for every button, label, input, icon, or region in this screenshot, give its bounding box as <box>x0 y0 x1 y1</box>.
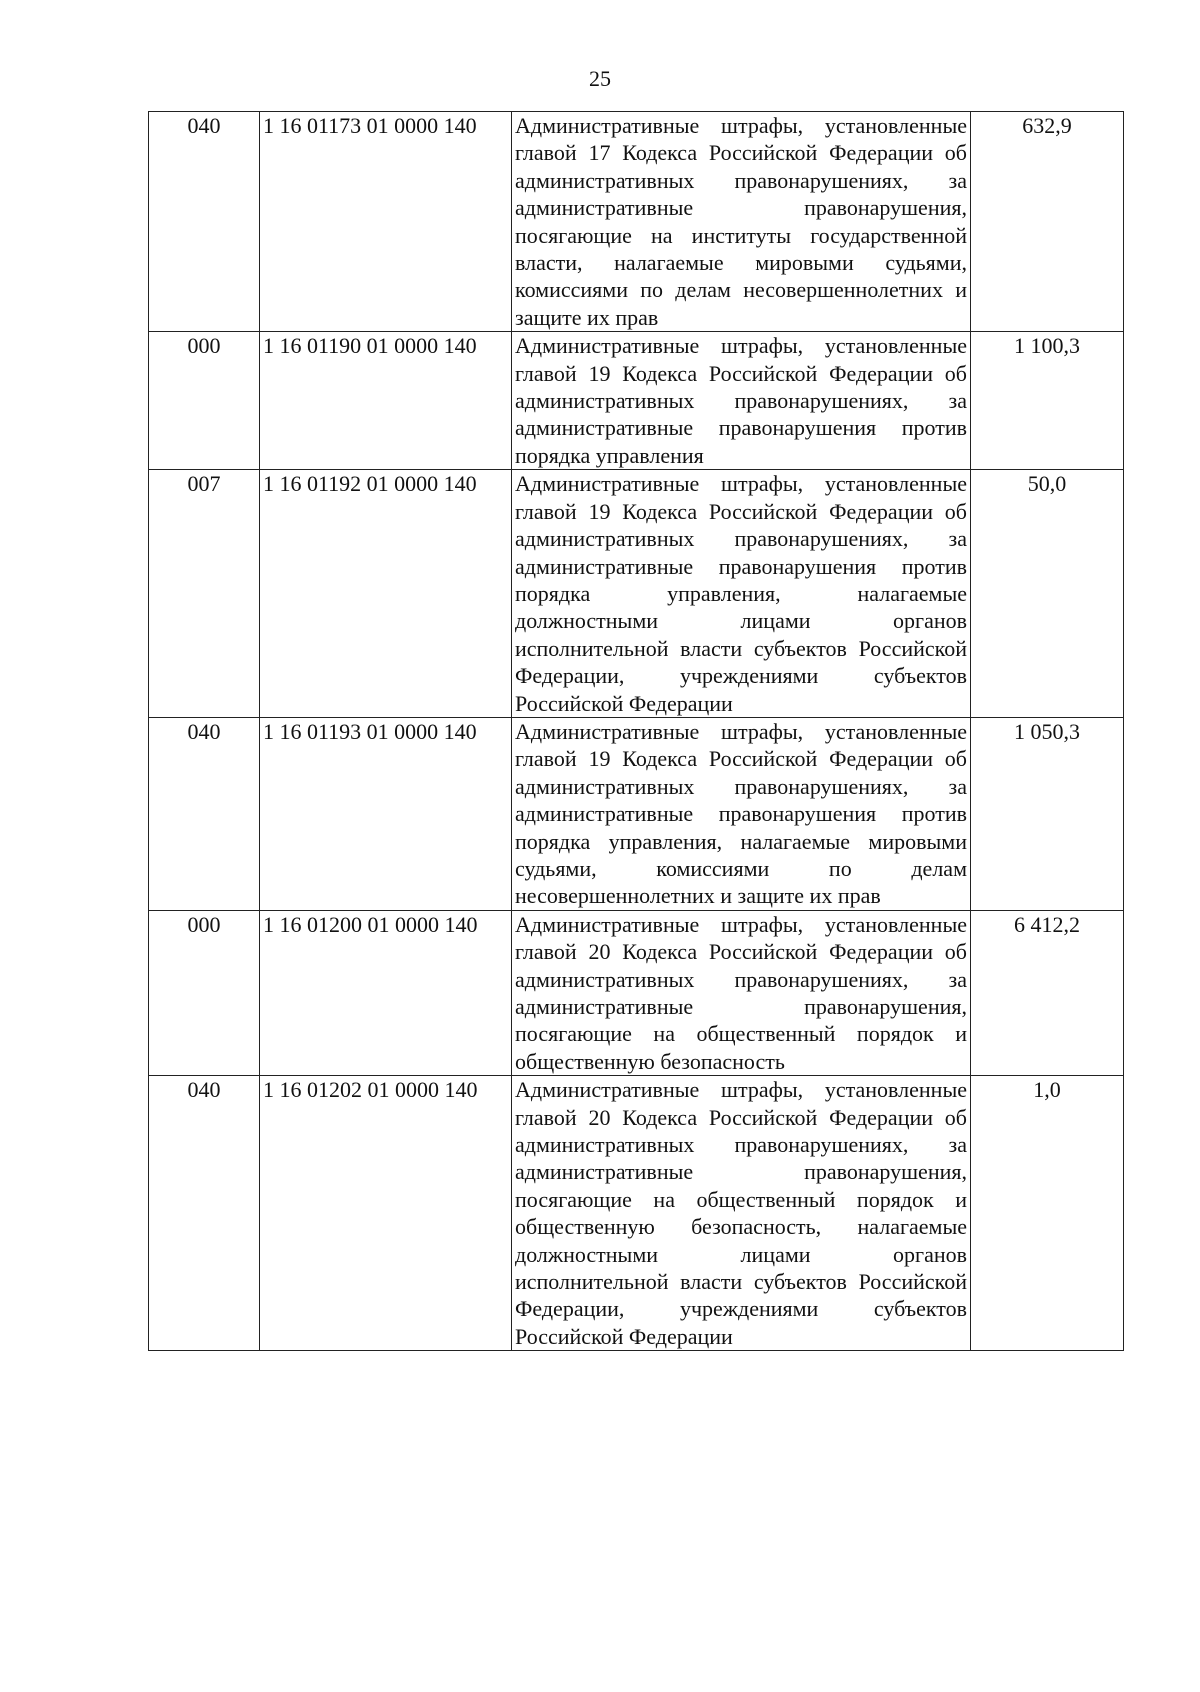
revenue-name-cell: Административные штрафы, установленные главой 19 Кодекса Российской Федерации об административных правонарушениях, за административные правонарушения против порядка управления <box>512 332 971 470</box>
admin-code-cell: 000 <box>149 910 260 1075</box>
kbk-code-cell: 1 16 01192 01 0000 140 <box>260 470 512 718</box>
page-number: 25 <box>589 66 611 91</box>
amount-cell: 1 050,3 <box>971 717 1124 910</box>
table-row <box>149 910 1124 1075</box>
table-row <box>149 112 1124 332</box>
kbk-code-cell: 1 16 01202 01 0000 140 <box>260 1076 512 1351</box>
admin-code-cell: 007 <box>149 470 260 718</box>
kbk-code-cell: 1 16 01200 01 0000 140 <box>260 910 512 1075</box>
kbk-code-cell: 1 16 01190 01 0000 140 <box>260 332 512 470</box>
revenue-name-cell: Административные штрафы, установленные главой 17 Кодекса Российской Федерации об административных правонарушениях, за административные правонарушения, посягающие на институты государственной власти, налагаемые мировыми судьями, комиссиями по делам несовершеннолетних и защите их прав <box>512 112 971 332</box>
admin-code-cell: 040 <box>149 112 260 332</box>
table-row <box>149 717 1124 910</box>
admin-code-cell: 040 <box>149 717 260 910</box>
amount-cell: 632,9 <box>971 112 1124 332</box>
admin-code-cell: 040 <box>149 1076 260 1351</box>
revenue-name-cell: Административные штрафы, установленные главой 20 Кодекса Российской Федерации об административных правонарушениях, за административные правонарушения, посягающие на общественный порядок и общественную безопасность, налагаемые должностными лицами органов исполнительной власти субъектов Российской Федерации, учреждениями субъектов Российской Федерации <box>512 1076 971 1351</box>
revenue-name-cell: Административные штрафы, установленные главой 19 Кодекса Российской Федерации об административных правонарушениях, за административные правонарушения против порядка управления, налагаемые должностными лицами органов исполнительной власти субъектов Российской Федерации, учреждениями субъектов Российской Федерации <box>512 470 971 718</box>
table-row <box>149 1076 1124 1351</box>
amount-cell: 1,0 <box>971 1076 1124 1351</box>
budget-revenue-table <box>148 111 1124 1351</box>
kbk-code-cell: 1 16 01193 01 0000 140 <box>260 717 512 910</box>
revenue-name-cell: Административные штрафы, установленные главой 20 Кодекса Российской Федерации об административных правонарушениях, за административные правонарушения, посягающие на общественный порядок и общественную безопасность <box>512 910 971 1075</box>
table-row <box>149 470 1124 718</box>
kbk-code-cell: 1 16 01173 01 0000 140 <box>260 112 512 332</box>
admin-code-cell: 000 <box>149 332 260 470</box>
table-row <box>149 332 1124 470</box>
amount-cell: 6 412,2 <box>971 910 1124 1075</box>
amount-cell: 50,0 <box>971 470 1124 718</box>
amount-cell: 1 100,3 <box>971 332 1124 470</box>
revenue-name-cell: Административные штрафы, установленные главой 19 Кодекса Российской Федерации об административных правонарушениях, за административные правонарушения против порядка управления, налагаемые мировыми судьями, комиссиями по делам несовершеннолетних и защите их прав <box>512 717 971 910</box>
